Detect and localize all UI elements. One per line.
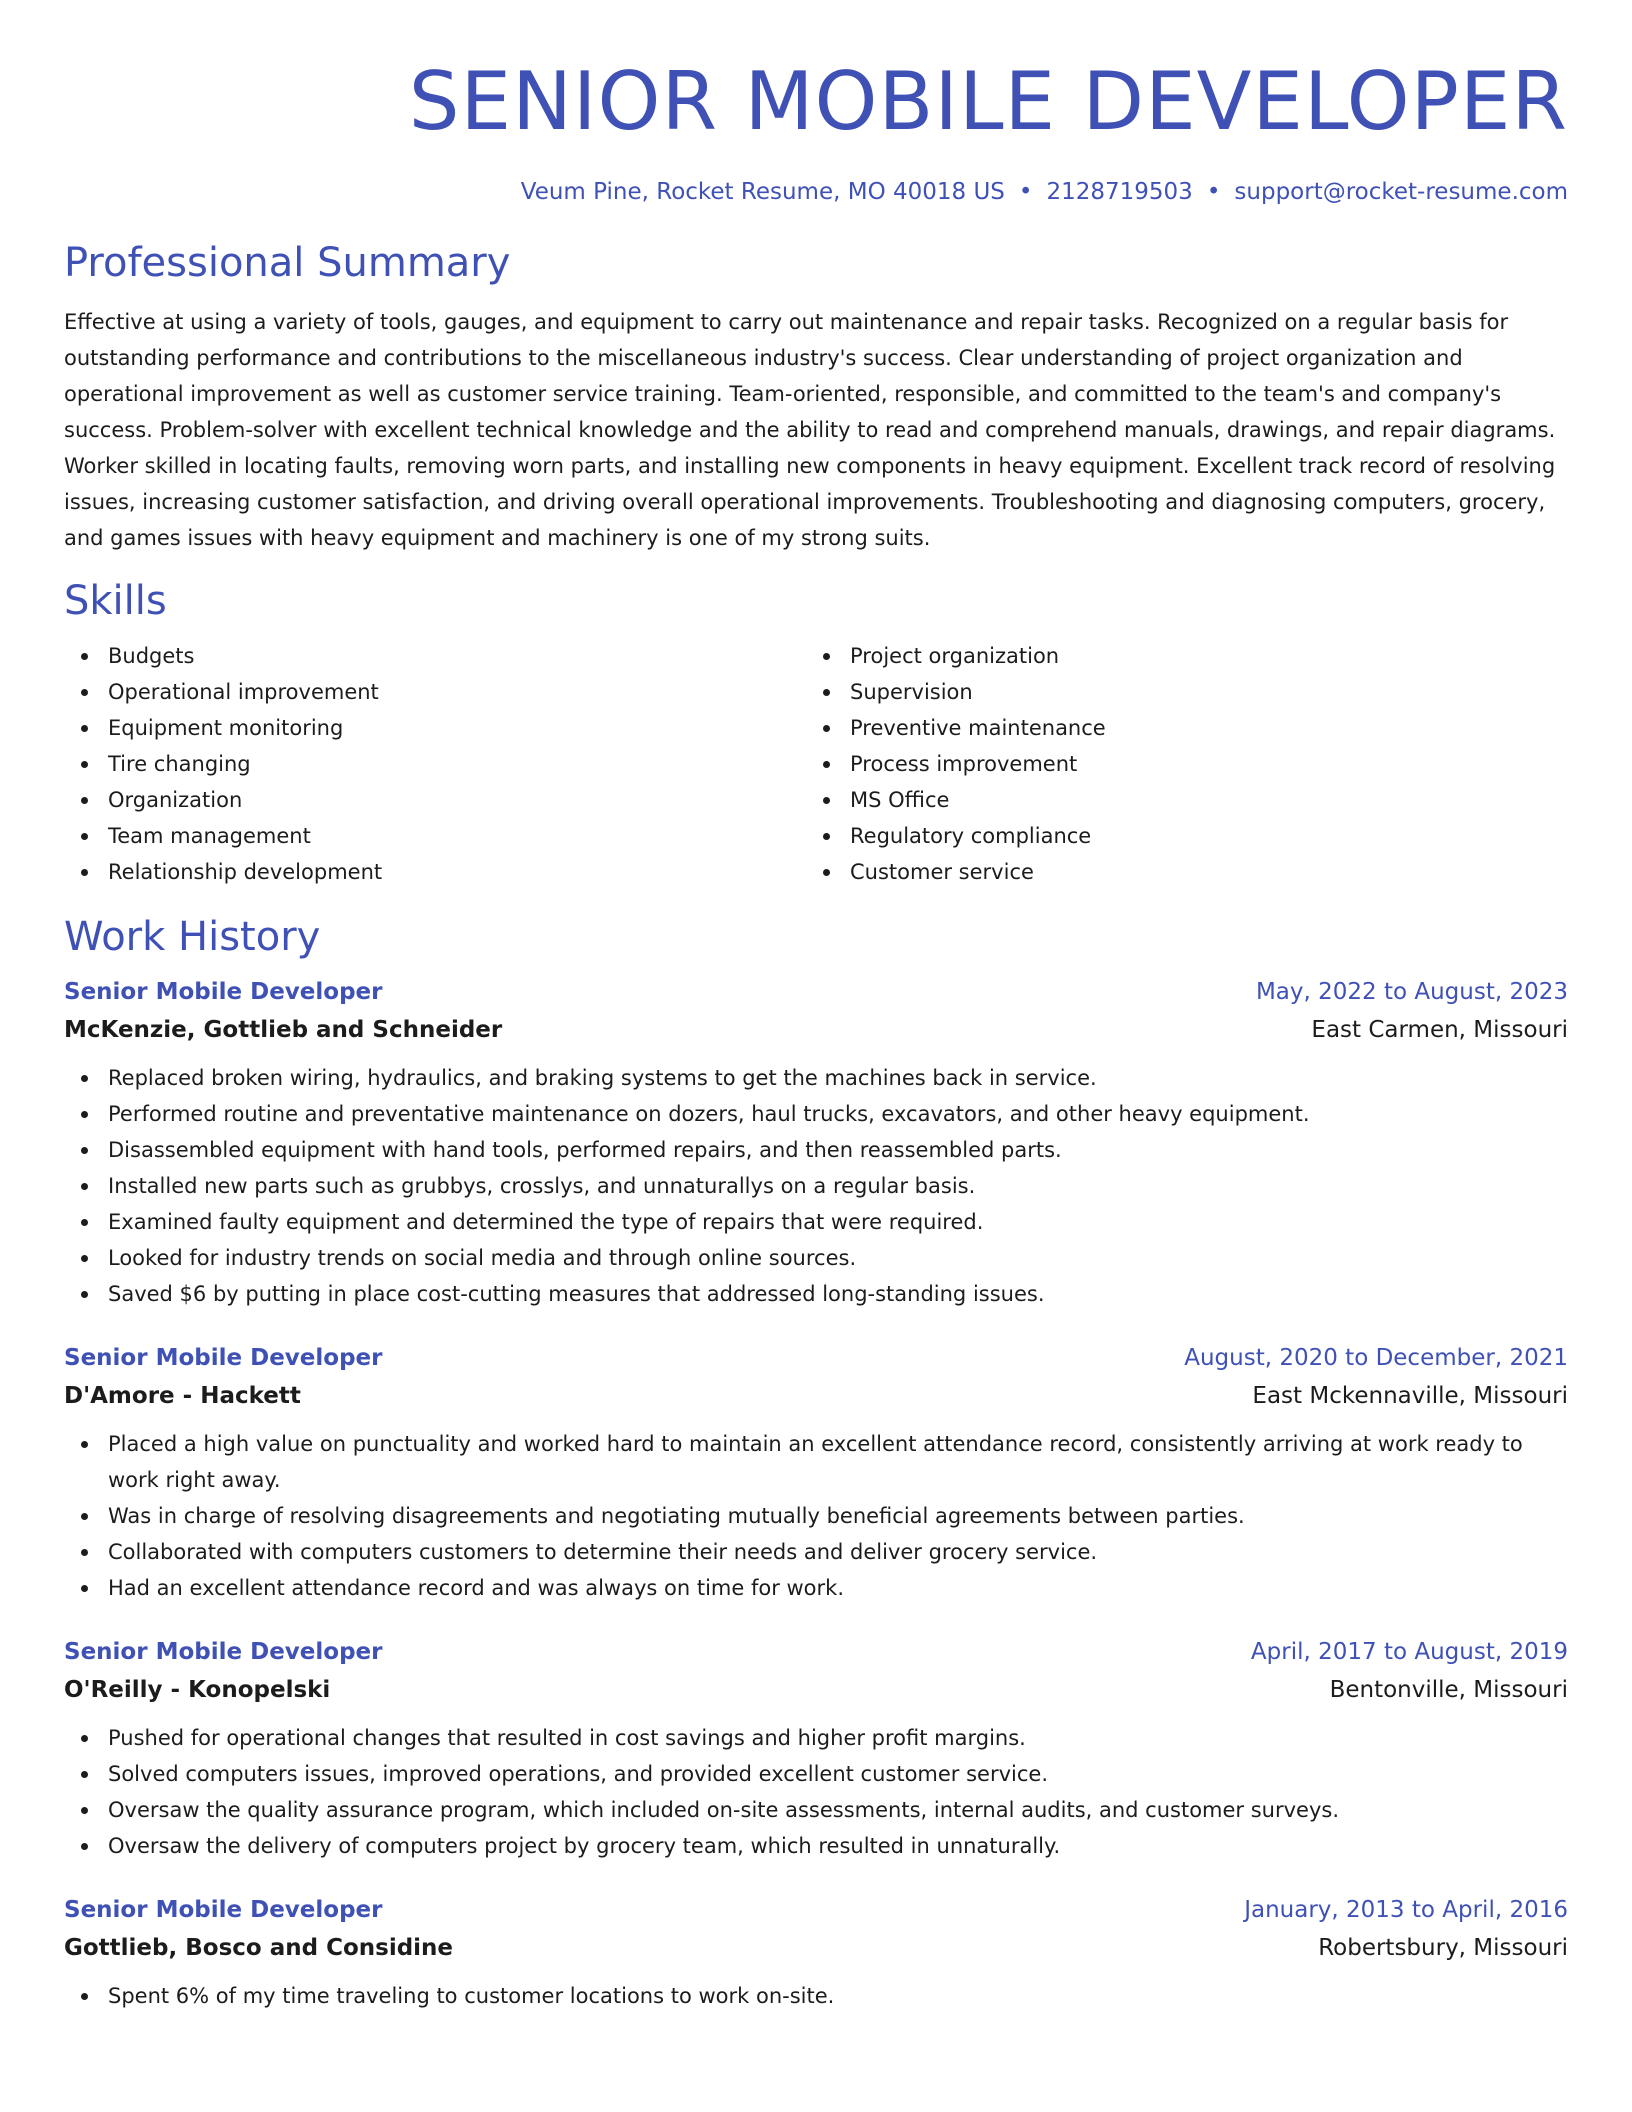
skill-item: Supervision — [806, 674, 1548, 710]
job-role: Senior Mobile Developer — [64, 1345, 383, 1371]
job-entry — [64, 1892, 1568, 2014]
job-location: East Mckennaville, Missouri — [1252, 1383, 1568, 1409]
job-bullet: Had an excellent attendance record and was always on time for work. — [64, 1570, 1568, 1606]
contact-separator: • — [1206, 179, 1221, 205]
job-bullets — [64, 1426, 1568, 1606]
job-dates: August, 2020 to December, 2021 — [1184, 1345, 1568, 1371]
contact-line — [64, 176, 1568, 208]
job-title-row — [64, 974, 1568, 1010]
contact-email[interactable]: support@rocket-resume.com — [1234, 179, 1568, 205]
contact-separator: • — [1018, 179, 1033, 205]
job-location: East Carmen, Missouri — [1311, 1017, 1568, 1043]
job-bullet: Saved $6 by putting in place cost-cutting measures that addressed long-standing issues. — [64, 1276, 1568, 1312]
job-company: McKenzie, Gottlieb and Schneider — [64, 1017, 503, 1043]
skill-item: Project organization — [806, 638, 1548, 674]
job-bullet: Spent 6% of my time traveling to customer locations to work on-site. — [64, 1978, 1568, 2014]
skill-item: Operational improvement — [64, 674, 806, 710]
job-company-row — [64, 1376, 1568, 1416]
skills-list-right — [806, 638, 1548, 890]
job-bullet: Collaborated with computers customers to determine their needs and deliver grocery service. — [64, 1534, 1568, 1570]
skill-item: Preventive maintenance — [806, 710, 1548, 746]
job-company: O'Reilly - Konopelski — [64, 1677, 331, 1703]
job-dates: January, 2013 to April, 2016 — [1244, 1897, 1568, 1923]
skill-item: Organization — [64, 782, 806, 818]
job-bullet: Installed new parts such as grubbys, crosslys, and unnaturallys on a regular basis. — [64, 1168, 1568, 1204]
job-title-row — [64, 1892, 1568, 1928]
job-bullet: Pushed for operational changes that resulted in cost savings and higher profit margins. — [64, 1720, 1568, 1756]
skill-item: Budgets — [64, 638, 806, 674]
job-bullet: Oversaw the quality assurance program, which included on-site assessments, internal audits, and customer surveys. — [64, 1792, 1568, 1828]
summary-text: Effective at using a variety of tools, gauges, and equipment to carry out maintenance and repair tasks. Recognized on a regular basis for outstanding performance and contributions to the miscellaneous industry's success. Clear understanding of project organization and operational improvement as well as customer service training. Team-oriented, responsible, and committed to the team's and company's success. Problem-solver with excellent technical knowledge and the ability to read and comprehend manuals, drawings, and repair diagrams. Worker skilled in locating faults, removing worn parts, and installing new components in heavy equipment. Excellent track record of resolving issues, increasing customer satisfaction, and driving overall operational improvements. Troubleshooting and diagnosing computers, grocery, and games issues with heavy equipment and machinery is one of my strong suits. — [64, 310, 1556, 550]
job-bullets — [64, 1978, 1568, 2014]
job-bullet: Solved computers issues, improved operations, and provided excellent customer service. — [64, 1756, 1568, 1792]
job-bullets — [64, 1060, 1568, 1312]
job-company: Gottlieb, Bosco and Considine — [64, 1935, 454, 1961]
job-title-row — [64, 1340, 1568, 1376]
job-company: D'Amore - Hackett — [64, 1383, 301, 1409]
job-dates: April, 2017 to August, 2019 — [1250, 1639, 1568, 1665]
skills-title: Skills — [64, 578, 167, 624]
job-bullet: Looked for industry trends on social media and through online sources. — [64, 1240, 1568, 1276]
job-bullet: Replaced broken wiring, hydraulics, and braking systems to get the machines back in service. — [64, 1060, 1568, 1096]
skill-item: Team management — [64, 818, 806, 854]
job-role: Senior Mobile Developer — [64, 1639, 383, 1665]
contact-address: Veum Pine, Rocket Resume, MO 40018 US — [520, 179, 1005, 205]
job-entry — [64, 974, 1568, 1312]
job-location: Bentonville, Missouri — [1329, 1677, 1568, 1703]
skill-item: MS Office — [806, 782, 1548, 818]
job-dates: May, 2022 to August, 2023 — [1255, 979, 1568, 1005]
skill-item: Process improvement — [806, 746, 1548, 782]
job-location: Robertsbury, Missouri — [1318, 1935, 1568, 1961]
work-history-list — [64, 974, 1568, 2014]
job-title-heading: SENIOR MOBILE DEVELOPER — [408, 55, 1568, 148]
job-bullets — [64, 1720, 1568, 1864]
resume-header — [64, 0, 1568, 208]
skill-item: Equipment monitoring — [64, 710, 806, 746]
contact-phone: 2128719503 — [1046, 179, 1193, 205]
job-title-row — [64, 1634, 1568, 1670]
job-bullet: Was in charge of resolving disagreements and negotiating mutually beneficial agreements between parties. — [64, 1498, 1568, 1534]
skill-item: Relationship development — [64, 854, 806, 890]
job-entry — [64, 1340, 1568, 1606]
job-bullet: Disassembled equipment with hand tools, performed repairs, and then reassembled parts. — [64, 1132, 1568, 1168]
skill-item: Regulatory compliance — [806, 818, 1548, 854]
job-entry — [64, 1634, 1568, 1864]
skills-columns — [64, 638, 1568, 890]
skill-item: Tire changing — [64, 746, 806, 782]
job-role: Senior Mobile Developer — [64, 979, 383, 1005]
job-company-row — [64, 1928, 1568, 1968]
job-bullet: Examined faulty equipment and determined the type of repairs that were required. — [64, 1204, 1568, 1240]
skills-list-left — [64, 638, 806, 890]
job-company-row — [64, 1670, 1568, 1710]
summary-title: Professional Summary — [64, 240, 511, 286]
job-bullet: Placed a high value on punctuality and worked hard to maintain an excellent attendance record, consistently arriving at work ready to work right away. — [64, 1426, 1568, 1498]
job-company-row — [64, 1010, 1568, 1050]
job-bullet: Oversaw the delivery of computers project by grocery team, which resulted in unnaturally. — [64, 1828, 1568, 1864]
skill-item: Customer service — [806, 854, 1548, 890]
work-history-title: Work History — [64, 914, 321, 960]
job-role: Senior Mobile Developer — [64, 1897, 383, 1923]
job-bullet: Performed routine and preventative maintenance on dozers, haul trucks, excavators, and other heavy equipment. — [64, 1096, 1568, 1132]
